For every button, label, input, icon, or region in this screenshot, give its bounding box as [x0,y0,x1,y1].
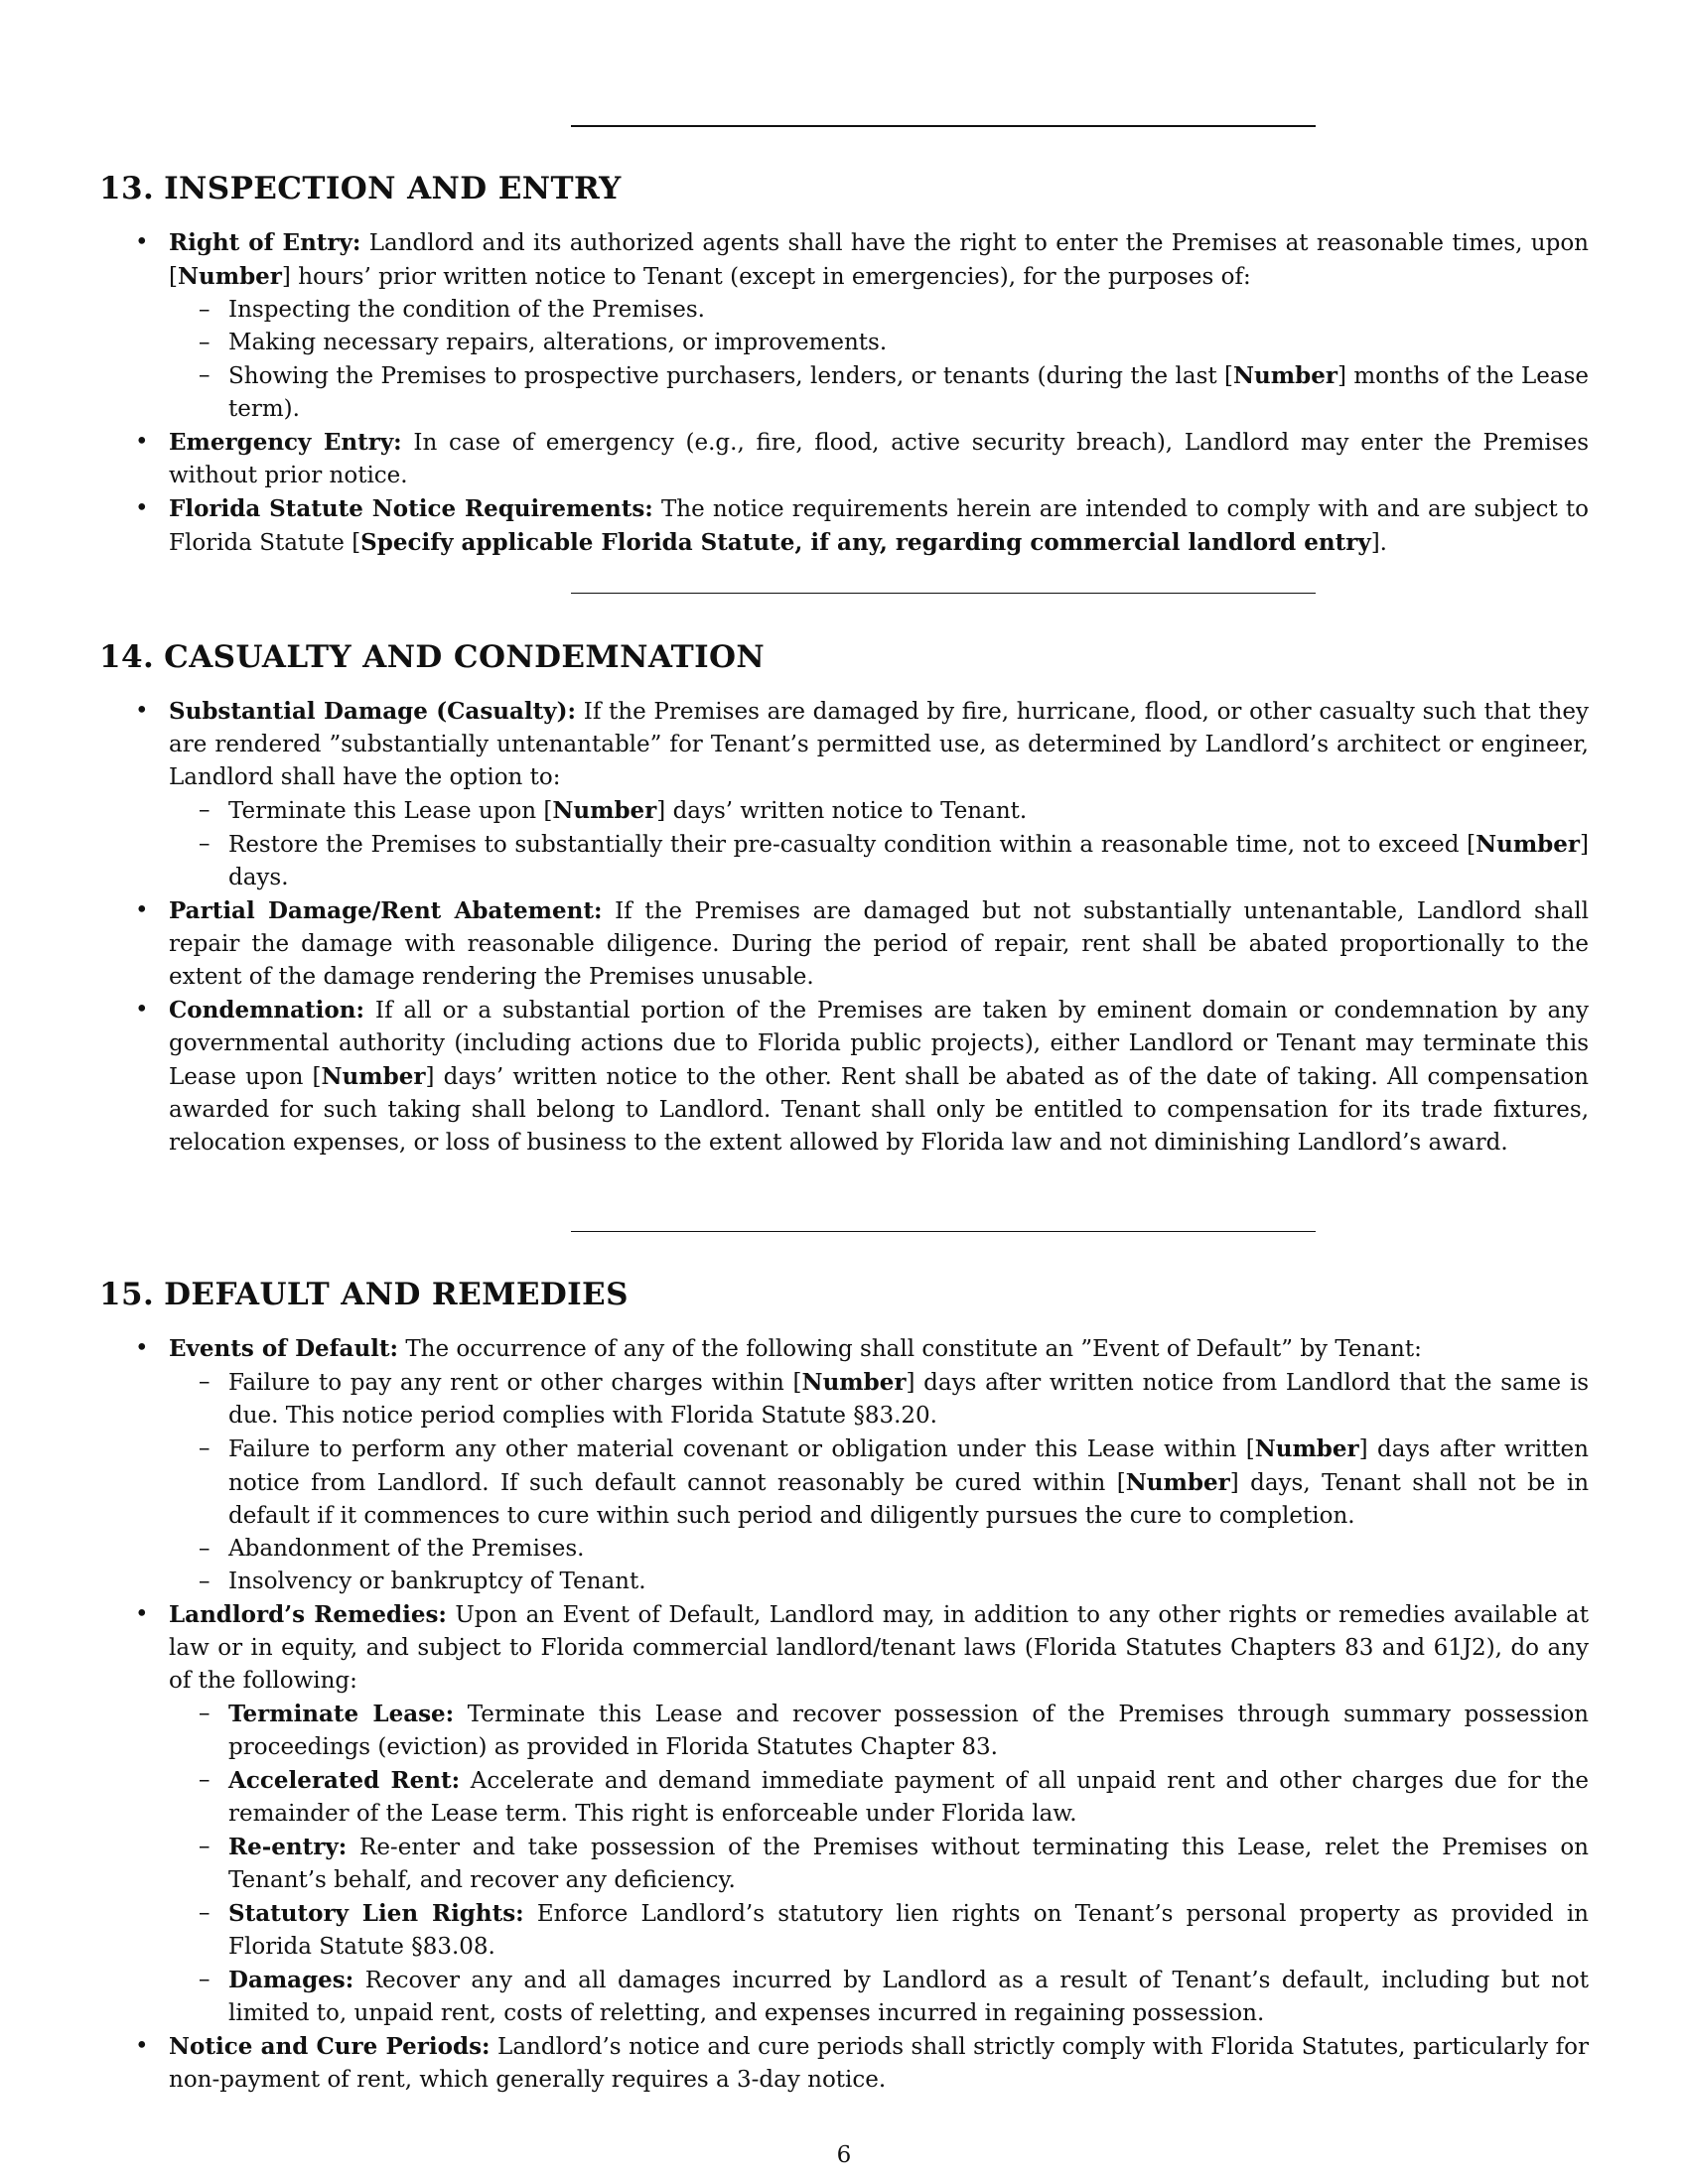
list-item: – Terminate Lease: Terminate this Lease and recover possession of the Premises through summary possession proceedings (eviction) as provided in Florida Statutes Chapter 83. [169,1698,1589,1764]
list-item: • Partial Damage/Rent Abatement: If the Premises are damaged but not substantially untenantable, Landlord shall repair the damage with reasonable diligence. During the period of repair, rent shall be abated proportionally to the extent of the damage rendering the Premises unusable. [99,894,1589,994]
section-14-list [99,695,1589,1160]
list-item: • Emergency Entry: In case of emergency (e.g., fire, flood, active security breach), Landlord may enter the Premises without prior notice. [99,426,1589,492]
list-item: – Making necessary repairs, alterations, or improvements. [169,327,1589,359]
section-divider [571,593,1316,594]
list-item: • Events of Default: The occurrence of any of the following shall constitute an ”Event of Default” by Tenant: – Failure to pay any rent or other charges within [Number] days after written notice from Landlord that the same is due. This notice period complies with Florida Statute §83.20. – Failure to perform any other material covenant or obligation under this Lease within [Number] days after written notice from Landlord. If such default cannot reasonably be cured within [Number] days, Tenant shall not be in default if it commences to cure within such period and diligently pursues the cure to completion. – Abandonment of the Premises. – Insolvency or bankruptcy of Tenant. [99,1332,1589,1598]
list-item: – Terminate this Lease upon [Number] days’ written notice to Tenant. [169,794,1589,828]
list-item: • Notice and Cure Periods: Landlord’s notice and cure periods shall strictly comply with Florida Statutes, particularly for non-payment of rent, which generally requires a 3-day notice. [99,2030,1589,2097]
list-item: – Insolvency or bankruptcy of Tenant. [169,1566,1589,1598]
page-number: 6 [836,2142,852,2168]
list-item: – Restore the Premises to substantially their pre-casualty condition within a reasonable time, not to exceed [Number] days. [169,828,1589,894]
list-item: – Failure to perform any other material covenant or obligation under this Lease within [Number] days after written notice from Landlord. If such default cannot reasonably be cured within [Number] days, Tenant shall not be in default if it commences to cure within such period and diligently pursues the cure to completion. [169,1433,1589,1533]
list-item: – Abandonment of the Premises. [169,1533,1589,1566]
section-15-heading: 15. DEFAULT AND REMEDIES [99,1277,629,1312]
list-item: • Condemnation: If all or a substantial portion of the Premises are taken by eminent domain or condemnation by any governmental authority (including actions due to Florida public projects), either Landlord or Tenant may terminate this Lease upon [Number] days’ written notice to the other. Rent shall be abated as of the date of taking. All compensation awarded for such taking shall belong to Landlord. Tenant shall only be entitled to compensation for its trade fixtures, relocation expenses, or loss of business to the extent allowed by Florida law and not diminishing Landlord’s award. [99,994,1589,1160]
section-13-heading: 13. INSPECTION AND ENTRY [99,171,622,206]
list-item: – Accelerated Rent: Accelerate and demand immediate payment of all unpaid rent and other charges due for the remainder of the Lease term. This right is enforceable under Florida law. [169,1764,1589,1831]
list-item: • Landlord’s Remedies: Upon an Event of Default, Landlord may, in addition to any other rights or remedies available at law or in equity, and subject to Florida commercial landlord/tenant laws (Florida Statutes Chapters 83 and 61J2), do any of the following: – Terminate Lease: Terminate this Lease and recover possession of the Premises through summary possession proceedings (eviction) as provided in Florida Statutes Chapter 83. – Accelerated Rent: Accelerate and demand immediate payment of all unpaid rent and other charges due for the remainder of the Lease term. This right is enforceable under Florida law. – Re-entry: Re-enter and take possession of the Premises without terminating this Lease, relet the Premises on Tenant’s behalf, and recover any deficiency. – Statutory Lien Rights: Enforce Landlord’s statutory lien rights on Tenant’s personal property as provided in Florida Statute §83.08. – Damages: Recover any and all damages incurred by Landlord as a result of Tenant’s default, including but not limited to, unpaid rent, costs of reletting, and expenses incurred in regaining possession. [99,1598,1589,2030]
list-item: – Damages: Recover any and all damages incurred by Landlord as a result of Tenant’s default, including but not limited to, unpaid rent, costs of reletting, and expenses incurred in regaining possession. [169,1964,1589,2030]
list-item: • Right of Entry: Landlord and its authorized agents shall have the right to enter the Premises at reasonable times, upon [Number] hours’ prior written notice to Tenant (except in emergencies), for the purposes of: – Inspecting the condition of the Premises. – Making necessary repairs, alterations, or improvements. – Showing the Premises to prospective purchasers, lenders, or tenants (during the last [Number] months of the Lease term). [99,226,1589,426]
section-15-list [99,1332,1589,2097]
section-13-list [99,226,1589,560]
list-item: – Statutory Lien Rights: Enforce Landlord’s statutory lien rights on Tenant’s personal property as provided in Florida Statute §83.08. [169,1897,1589,1964]
section-divider [571,1231,1316,1232]
list-item: • Florida Statute Notice Requirements: The notice requirements herein are intended to comply with and are subject to Florida Statute [Specify applicable Florida Statute, if any, regarding commercial landlord entry]. [99,492,1589,560]
list-item: – Re-entry: Re-enter and take possession of the Premises without terminating this Lease, relet the Premises on Tenant’s behalf, and recover any deficiency. [169,1831,1589,1897]
section-divider [571,125,1316,127]
section-14-heading: 14. CASUALTY AND CONDEMNATION [99,639,766,675]
list-item: • Substantial Damage (Casualty): If the Premises are damaged by fire, hurricane, flood, or other casualty such that they are rendered ”substantially untenantable” for Tenant’s permitted use, as determined by Landlord’s architect or engineer, Landlord shall have the option to: – Terminate this Lease upon [Number] days’ written notice to Tenant. – Restore the Premises to substantially their pre-casualty condition within a reasonable time, not to exceed [Number] days. [99,695,1589,894]
list-item: – Inspecting the condition of the Premises. [169,294,1589,327]
list-item: – Failure to pay any rent or other charges within [Number] days after written notice from Landlord that the same is due. This notice period complies with Florida Statute §83.20. [169,1366,1589,1433]
list-item: – Showing the Premises to prospective purchasers, lenders, or tenants (during the last [Number] months of the Lease term). [169,359,1589,426]
